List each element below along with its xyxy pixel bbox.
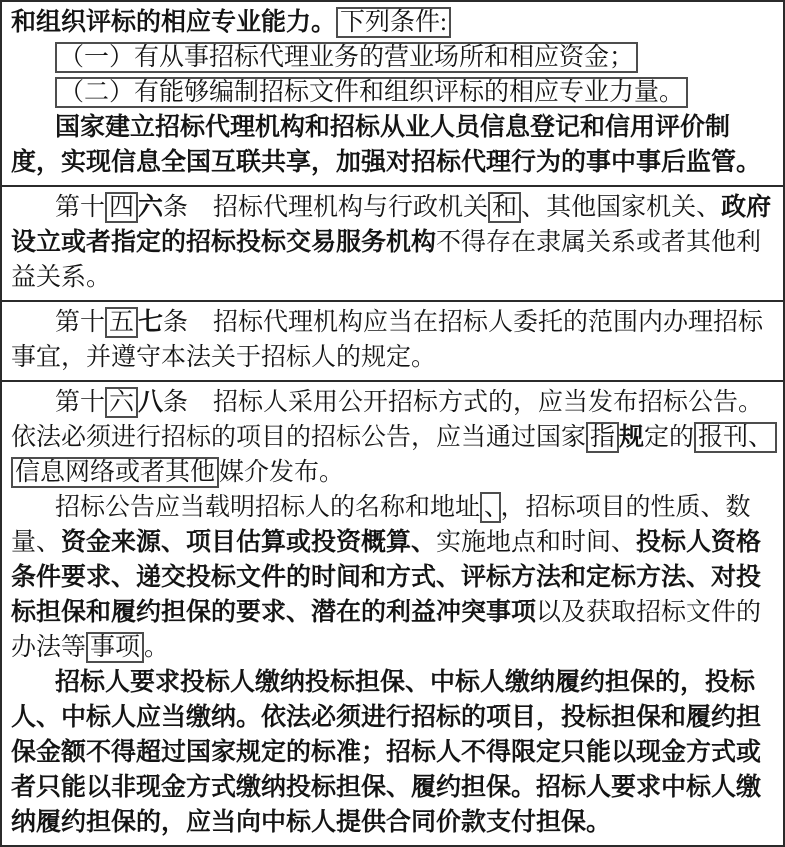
body-text: 。 <box>144 634 170 661</box>
revision-box-text: （一）有从事招标代理业务的营业场所和相应资金； <box>55 42 638 73</box>
revision-box-text: 报刊、信息网络或者其他 <box>11 422 777 488</box>
revision-box-text: 五 <box>105 307 138 338</box>
body-text: 条 招标人采用公开招标方式的，应当发布招标公告。依法必须进行招标的项目的招标公告，应当通过国家 <box>11 389 764 451</box>
body-text: 、其他国家机关、 <box>521 194 722 221</box>
inserted-bold-text: 资金来源、项目估算或投资概算、 <box>61 528 437 556</box>
inserted-bold-text: 八 <box>138 388 164 416</box>
body-text: 不得存在隶属关系或者其他利益关系。 <box>11 229 762 291</box>
body-text: 第十 <box>55 309 106 336</box>
inserted-bold-text: 国家建立招标代理机构和招标从业人员信息登记和信用评价制度，实现信息全国互联共享，加强对招标代理行为的事中事后监管。 <box>11 113 762 176</box>
inserted-bold-text: 六 <box>138 193 164 221</box>
body-text: 媒介发布。 <box>219 459 345 486</box>
inserted-bold-text: 政府设立或者指定的招标投标交易服务机构 <box>11 193 772 256</box>
inserted-bold-text: 规 <box>619 423 645 451</box>
body-text: 以及获取招标文件的办法等 <box>11 599 762 661</box>
inserted-bold-text: 招标人要求投标人缴纳投标担保、中标人缴纳履约担保的，投标人、中标人应当缴纳。依法必须进行招标的项目，投标担保和履约担保金额不得超过国家规定的标准；招标人不得限定只能以现金方式或者只能以非现金方式缴纳投标担保、履约担保。招标人要求中标人缴纳履约担保的，应当向中标人提供合同价款支付担保。 <box>11 668 762 836</box>
paragraph <box>11 75 774 110</box>
section-row-4 <box>2 382 783 845</box>
body-text: 条 招标代理机构与行政机关 <box>163 194 489 221</box>
section-row-2 <box>2 187 783 302</box>
inserted-bold-text: 投标人资格条件要求、递交投标文件的时间和方式、评标方法和定标方法、对投标担保和履约担保的要求、潜在的利益冲突事项 <box>11 528 762 626</box>
revision-box-text: （二）有能够编制招标文件和组织评标的相应专业力量。 <box>55 77 688 108</box>
revision-box-text: 和 <box>488 192 521 223</box>
section-row-3 <box>2 302 783 382</box>
inserted-bold-text: 和组织评标的相应专业能力。 <box>11 8 337 36</box>
paragraph <box>11 305 774 375</box>
paragraph <box>11 665 774 840</box>
revision-box-text: 、 <box>480 492 501 523</box>
inserted-bold-text: 七 <box>138 308 164 336</box>
revision-box-text: 事项 <box>86 632 144 663</box>
revision-box-text: 指 <box>586 422 619 453</box>
body-text: ，招标项目的性质、数量、 <box>11 494 751 556</box>
paragraph <box>11 385 774 490</box>
body-text: 招标公告应当载明招标人的名称和地址 <box>55 494 481 521</box>
body-text: 条 招标代理机构应当在招标人委托的范围内办理招标事宜，并遵守本法关于招标人的规定。 <box>11 309 764 371</box>
paragraph <box>11 40 774 75</box>
body-text: 第十 <box>55 194 106 221</box>
revision-box-text: 六 <box>105 387 138 418</box>
body-text: 定的 <box>644 424 695 451</box>
body-text: 实施地点和时间、 <box>436 529 637 556</box>
revision-box-text: 四 <box>105 192 138 223</box>
paragraph <box>11 190 774 295</box>
section-row-1 <box>2 2 783 187</box>
revision-box-text: 下列条件: <box>336 7 451 38</box>
body-text: 第十 <box>55 389 106 416</box>
paragraph <box>11 5 774 40</box>
paragraph <box>11 490 774 665</box>
paragraph <box>11 110 774 180</box>
